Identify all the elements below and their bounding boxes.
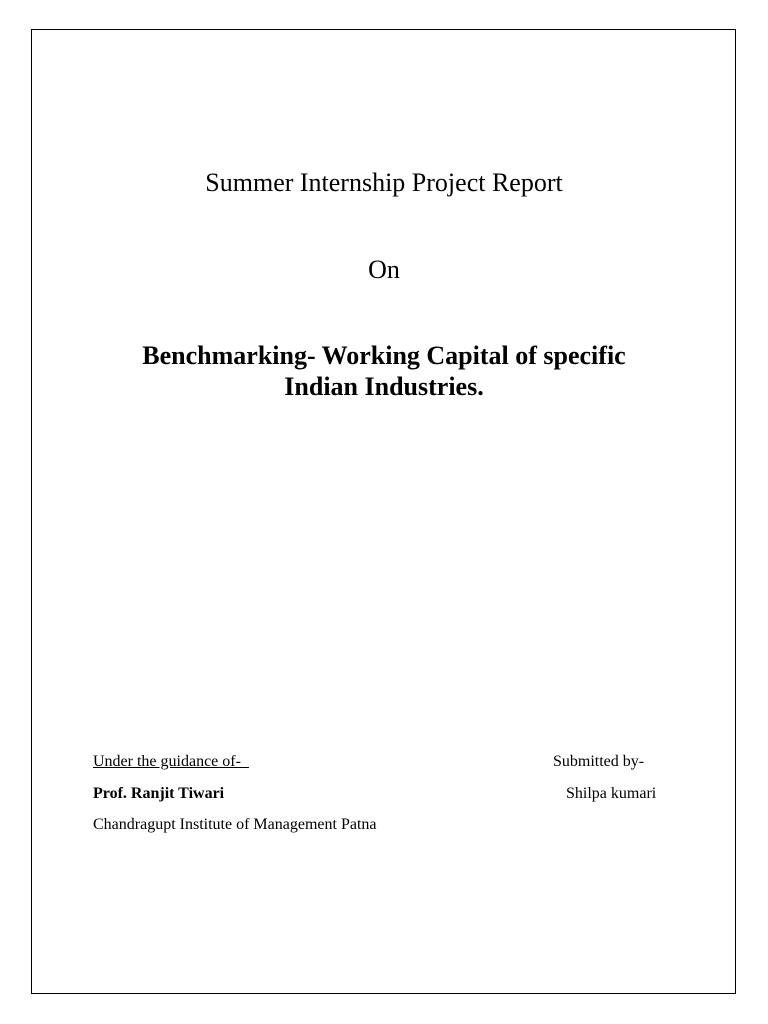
student-name: Shilpa kumari — [566, 785, 657, 802]
project-subject-line-2: Indian Industries. — [284, 372, 484, 401]
project-subject — [0, 340, 768, 402]
guide-name: Prof. Ranjit Tiwari — [93, 785, 225, 802]
submitted-by-heading: Submitted by- — [553, 753, 645, 770]
project-subject-line-1: Benchmarking- Working Capital of specific — [142, 341, 626, 370]
guidance-heading: Under the guidance of- — [93, 753, 249, 770]
on-label: On — [368, 255, 400, 284]
institute-name: Chandragupt Institute of Management Patna — [93, 816, 377, 833]
report-title: Summer Internship Project Report — [205, 168, 563, 197]
